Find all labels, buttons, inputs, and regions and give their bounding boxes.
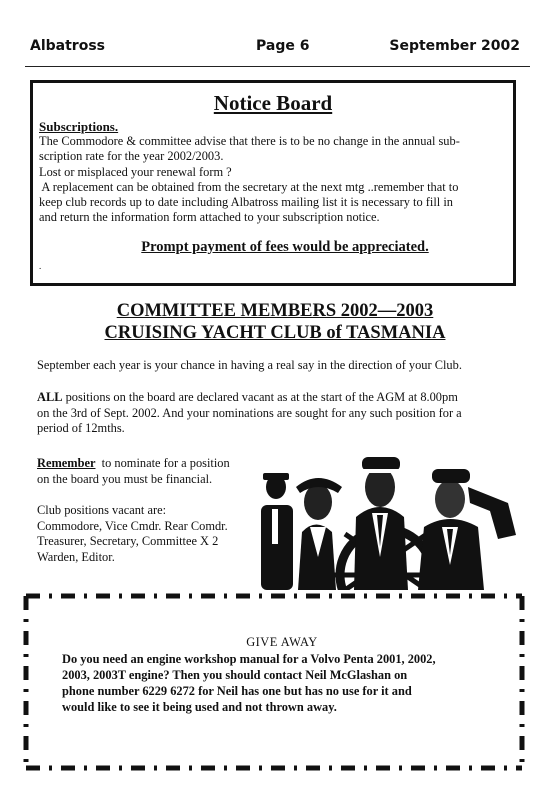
notice-line: scription rate for the year 2002/2003. [39,149,224,164]
notice-board-box [30,80,516,286]
remember-line2: on the board you must be financial. [37,471,213,486]
notice-line: and return the information form attached to your subscription notice. [39,210,380,225]
remember-emphasis: Remember [37,456,96,470]
give-away-line: would like to see it being used and not thrown away. [62,700,337,714]
committee-title-line2: CRUISING YACHT CLUB of TASMANIA [104,323,446,343]
committee-title [30,300,520,344]
officer-figure [261,473,293,590]
subscriptions-heading: Subscriptions. [39,119,119,134]
notice-line: Lost or misplaced your renewal form ? [39,164,232,179]
all-emphasis: ALL [37,390,63,404]
captain-figure [354,457,408,590]
committee-intro: September each year is your chance in having a real say in the direction of your Club. [37,358,462,372]
notice-line: keep club records up to date including Albatross mailing list it is necessary to fill in [39,195,453,210]
notice-line: A replacement can be obtained from the secretary at the next mtg ..remember that to [39,179,459,194]
page-header [30,38,520,58]
positions-intro: Club positions vacant are: [37,503,167,517]
positions-line3: Warden, Editor. [37,549,115,564]
issue-date: September 2002 [389,38,520,54]
newsletter-name: Albatross [30,38,105,54]
give-away-line: Do you need an engine workshop manual for a Volvo Penta 2001, 2002, [62,652,436,666]
notice-board-title: Notice Board [213,91,333,115]
give-away-title: GIVE AWAY [246,635,318,649]
ship-officers-illustration [258,447,520,590]
give-away-line: phone number 6229 6272 for Neil has one but has no use for it and [62,684,412,698]
positions-line2: Treasurer, Secretary, Committee X 2 [37,534,219,548]
subscriptions-text [39,134,507,226]
agm-line1: positions on the board are declared vacant as at the start of the AGM at 8.00pm [62,390,458,404]
page-number: Page 6 [256,38,310,54]
remember-line1: to nominate for a position [95,456,230,470]
header-divider [25,66,530,67]
saluting-officer-figure [418,469,516,590]
give-away-content [62,634,502,715]
positions-line1: Commodore, Vice Cmdr. Rear Comdr. [37,518,228,533]
remember-paragraph [37,456,267,487]
agm-line3: period of 12mths. [37,421,125,435]
notice-line: The Commodore & committee advise that there is to be no change in the annual sub- [39,134,460,148]
give-away-line: 2003, 2003T engine? Then you should contact Neil McGlashan on [62,668,408,682]
agm-line2: on the 3rd of Sept. 2002. And your nominations are sought for any such position for a [37,405,462,420]
positions-paragraph [37,503,267,565]
give-away-box [22,590,527,773]
stray-dot: . [39,261,42,271]
agm-paragraph [37,390,517,437]
prompt-payment-note: Prompt payment of fees would be appreciated. [141,238,429,255]
committee-title-line1: COMMITTEE MEMBERS 2002—2003 [116,301,434,321]
